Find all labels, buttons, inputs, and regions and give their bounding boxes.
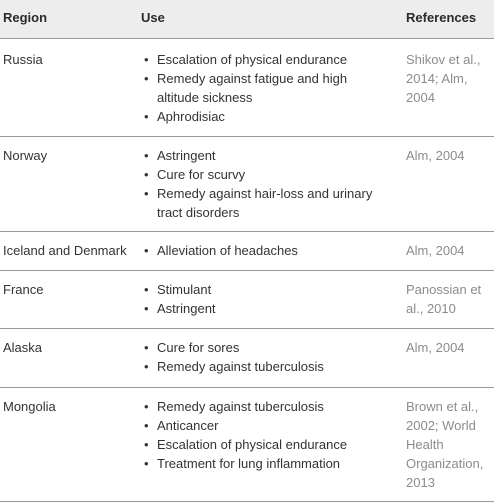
use-item: • Remedy against fatigue and high altitude sickness: [141, 69, 392, 107]
references-cell: Panossian et al., 2010: [406, 282, 482, 316]
use-item: • Treatment for lung inflammation: [141, 454, 392, 473]
use-item: • Cure for sores: [141, 338, 392, 357]
references-cell: Alm, 2004: [406, 340, 465, 355]
use-item: • Cure for scurvy: [141, 165, 392, 184]
use-item: • Aphrodisiac: [141, 107, 392, 126]
region-cell: Mongolia: [3, 399, 56, 414]
column-header-use: Use: [141, 10, 165, 25]
region-cell: Russia: [3, 52, 43, 67]
use-item: • Escalation of physical endurance: [141, 50, 392, 69]
use-item: • Remedy against hair-loss and urinary tract disorders: [141, 184, 392, 222]
row-divider: [0, 328, 494, 329]
row-divider: [0, 270, 494, 271]
use-item: • Remedy against tuberculosis: [141, 397, 392, 416]
table-bottom-rule: [0, 501, 494, 502]
uses-list: [141, 50, 392, 126]
references-cell: Alm, 2004: [406, 148, 465, 163]
use-item: • Alleviation of headaches: [141, 241, 392, 260]
row-divider: [0, 136, 494, 137]
region-cell: Alaska: [3, 340, 43, 355]
column-header-region: Region: [3, 10, 48, 25]
region-cell: France: [3, 282, 44, 297]
header-divider: [0, 38, 494, 39]
use-item: • Escalation of physical endurance: [141, 435, 392, 454]
uses-list: [141, 338, 392, 376]
references-cell: Brown et al., 2002; World Health Organization, 2013: [406, 399, 484, 490]
uses-list: [141, 146, 392, 222]
table-header-row: [0, 0, 494, 38]
row-divider: [0, 387, 494, 388]
references-cell: Shikov et al., 2014; Alm, 2004: [406, 52, 481, 105]
use-item: • Astringent: [141, 146, 392, 165]
use-item: • Astringent: [141, 299, 392, 318]
use-item: • Anticancer: [141, 416, 392, 435]
uses-list: [141, 280, 392, 318]
region-cell: Iceland and Denmark: [3, 243, 127, 258]
references-cell: Alm, 2004: [406, 243, 465, 258]
uses-list: [141, 397, 392, 473]
uses-list: [141, 241, 392, 260]
use-item: • Stimulant: [141, 280, 392, 299]
use-item: • Remedy against tuberculosis: [141, 357, 392, 376]
column-header-references: References: [406, 10, 477, 25]
row-divider: [0, 231, 494, 232]
region-cell: Norway: [3, 148, 48, 163]
